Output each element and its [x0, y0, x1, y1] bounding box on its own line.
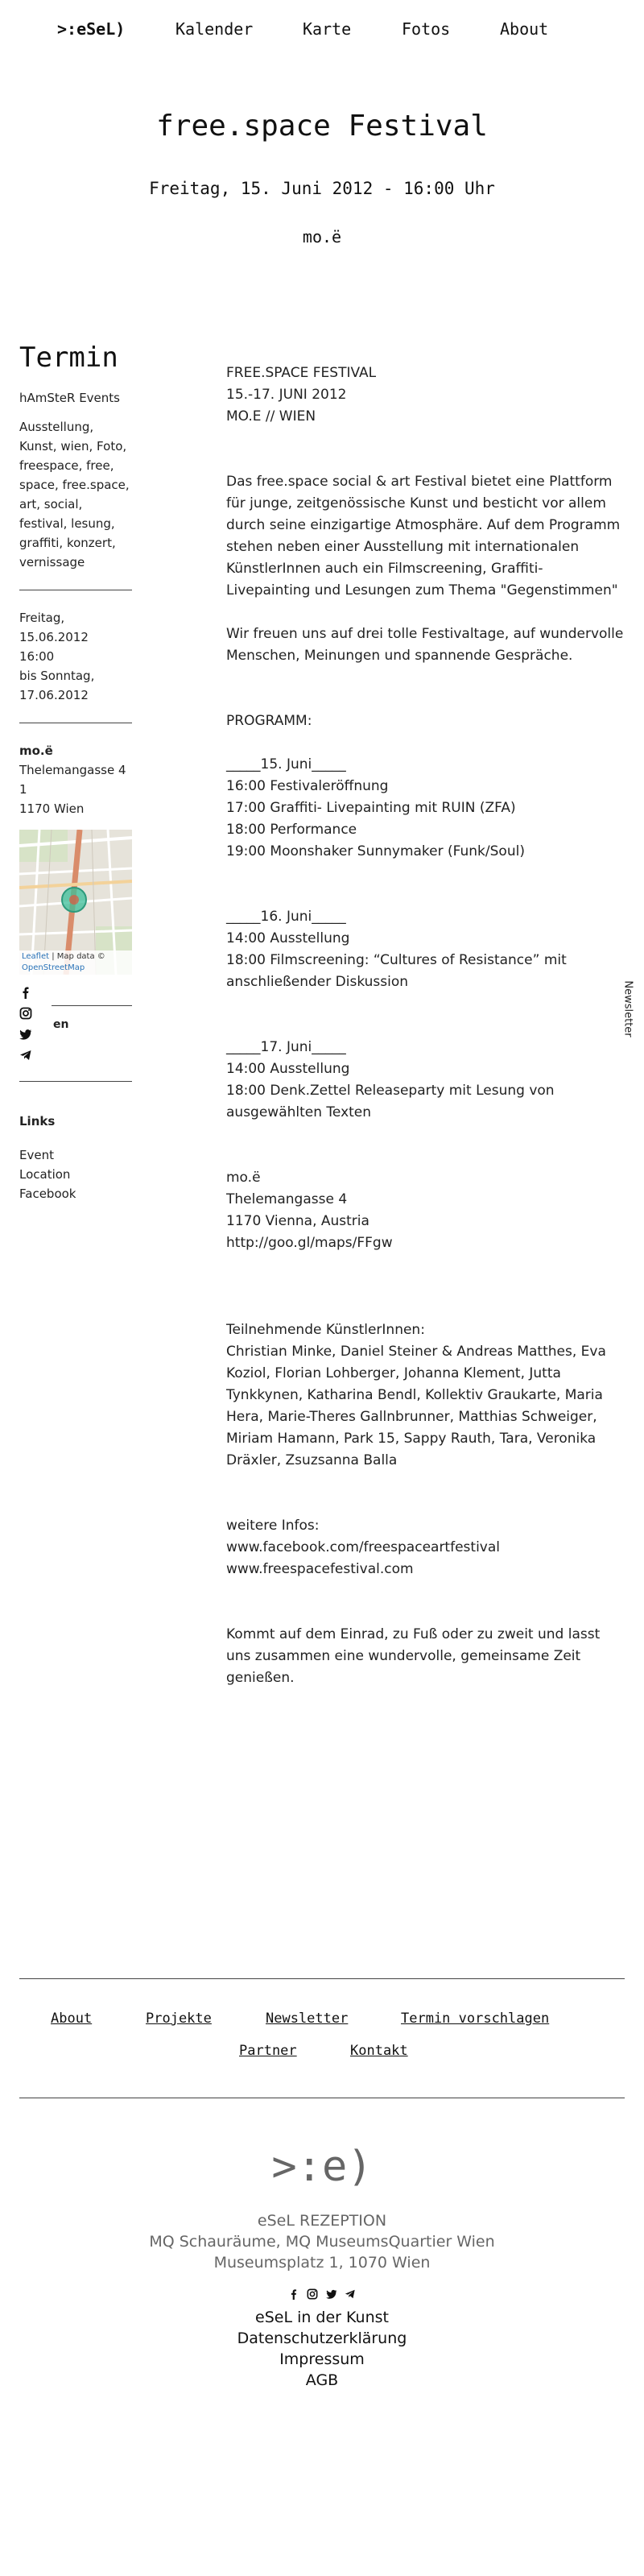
program-item: 19:00 Moonshaker Sunnymaker (Funk/Soul): [226, 843, 525, 859]
telegram-icon[interactable]: [19, 1049, 32, 1062]
address-line: 1170 Vienna, Austria: [226, 1213, 369, 1229]
address-block: [226, 1167, 625, 1254]
program-day-1: [226, 754, 625, 863]
welcome-paragraph: Wir freuen uns auf drei tolle Festivaltage, auf wundervolle Menschen, Meinungen und spannende Gespräche.: [226, 626, 628, 664]
telegram-icon[interactable]: [345, 2288, 356, 2299]
event-tags: Ausstellung, Kunst, wien, Foto, freespace, free, space, free.space, art, social, festival, lesung, graffiti, konzert, vernissage: [19, 420, 130, 569]
info-title: weitere Infos:: [226, 1518, 320, 1534]
organizer[interactable]: hAmSteR Events: [19, 391, 120, 405]
newsletter-tab-label: Newsletter: [621, 980, 634, 1037]
share-row: [19, 986, 132, 1107]
program-item: 16:00 Festivaleröffnung: [226, 778, 389, 794]
nav-item-fotos[interactable]: Fotos: [402, 19, 451, 39]
day-heading: _____17. Juni_____: [226, 1039, 346, 1055]
facebook-icon[interactable]: [19, 986, 32, 999]
twitter-icon[interactable]: [19, 1028, 32, 1041]
footer-link-kontakt[interactable]: Kontakt: [350, 2043, 408, 2059]
link-event[interactable]: Event: [19, 1148, 54, 1162]
footer-link-datenschutz[interactable]: Datenschutzerklärung: [237, 2330, 407, 2347]
event-title: free.space Festival: [156, 110, 488, 143]
date-start: Freitag, 15.06.2012: [19, 611, 89, 644]
nav-item-kalender[interactable]: Kalender: [175, 19, 254, 39]
event-time-range: [19, 608, 132, 705]
leaflet-link[interactable]: Leaflet: [22, 952, 50, 961]
footer-link-newsletter[interactable]: Newsletter: [266, 2011, 349, 2027]
footer-link-agb[interactable]: AGB: [305, 2371, 339, 2389]
venue-city: 1170 Wien: [19, 801, 85, 816]
footer-logo[interactable]: >:e): [271, 2143, 373, 2191]
address-line: mo.ë: [226, 1170, 261, 1186]
footer-org-name: eSeL REZEPTION: [257, 2212, 387, 2230]
twitter-icon[interactable]: [326, 2288, 337, 2299]
description-paragraph: Das free.space social & art Festival bietet eine Plattform für junge, zeitgenössische Kunst und besticht vor allem durch seine einzigartige Atmosphäre. Auf dem Programm stehen neben einer Ausstellung mit internationalen KünstlerInnen auch ein Filmscreening, Graffiti-Livepainting und Lesungen zum Thema "Gegenstimmen": [226, 474, 625, 598]
sidebar-heading: Termin: [19, 342, 118, 374]
info-block: [226, 1515, 625, 1580]
link-facebook[interactable]: Facebook: [19, 1187, 76, 1201]
venue-name[interactable]: mo.ë: [19, 743, 53, 758]
footer-link-esel-in-der-kunst[interactable]: eSeL in der Kunst: [255, 2309, 389, 2326]
venue-street: Thelemangasse 4: [19, 763, 126, 777]
footer-link-about[interactable]: About: [51, 2011, 93, 2027]
footer-link-termin-vorschlagen[interactable]: Termin vorschlagen: [401, 2011, 550, 2027]
time-start: 16:00: [19, 649, 55, 664]
artists-title: Teilnehmende KünstlerInnen:: [226, 1322, 425, 1338]
footer-link-impressum[interactable]: Impressum: [279, 2350, 365, 2368]
nav-item-karte[interactable]: Karte: [303, 19, 352, 39]
program-title: PROGRAMM:: [226, 713, 312, 729]
divider: [52, 1005, 132, 1006]
event-sidebar: [19, 338, 132, 1203]
footer-address: Museumsplatz 1, 1070 Wien: [213, 2254, 431, 2272]
event-date: Freitag, 15. Juni 2012 - 16:00 Uhr: [149, 179, 495, 198]
footer-link-partner[interactable]: Partner: [239, 2043, 297, 2059]
program-item: 18:00 Performance: [226, 822, 357, 838]
footer-link-projekte[interactable]: Projekte: [146, 2011, 212, 2027]
program-day-2: [226, 906, 625, 993]
program-item: 18:00 Denk.Zettel Releaseparty mit Lesung von ausgewählten Texten: [226, 1083, 559, 1120]
nav-item-about[interactable]: About: [500, 19, 549, 39]
intro-line: FREE.SPACE FESTIVAL: [226, 365, 377, 381]
links-heading: Links: [19, 1114, 56, 1129]
instagram-icon[interactable]: [307, 2288, 318, 2299]
event-venue: mo.ë: [302, 227, 342, 246]
footer-location: MQ Schauräume, MQ MuseumsQuartier Wien: [149, 2233, 495, 2251]
language-switch-en[interactable]: en: [53, 1018, 69, 1031]
map-url[interactable]: http://goo.gl/maps/FFgw: [226, 1235, 393, 1251]
date-end: 17.06.2012: [19, 688, 89, 702]
day-heading: _____15. Juni_____: [226, 756, 346, 772]
map-marker-icon[interactable]: [60, 886, 88, 913]
osm-link[interactable]: OpenStreetMap: [22, 963, 85, 972]
artists-block: [226, 1319, 625, 1472]
divider: [19, 1978, 625, 1979]
venue-number: 1: [19, 782, 27, 797]
info-link-facebook[interactable]: www.facebook.com/freespaceartfestival: [226, 1539, 500, 1555]
location-map[interactable]: [19, 830, 132, 975]
map-attribution-text: | Map data ©: [49, 952, 105, 961]
address-line: Thelemangasse 4: [226, 1191, 348, 1207]
links-list: [19, 1145, 132, 1203]
program-item: 14:00 Ausstellung: [226, 930, 350, 946]
intro-block: [226, 362, 625, 428]
artists-list: Christian Minke, Daniel Steiner & Andreas Matthes, Eva Koziol, Florian Lohberger, Johanna Klement, Jutta Tynkkynen, Katharina Bendl, Kollektiv Graukarte, Maria Hera, Marie-Theres Gallnbrunner, Matthias Schweiger, Miriam Hamann, Park 15, Sappy Rauth, Tara, Veronika Dräxler, Zsuzsanna Balla: [226, 1344, 611, 1468]
day-heading: _____16. Juni_____: [226, 909, 346, 925]
instagram-icon[interactable]: [19, 1007, 32, 1020]
closing-paragraph: Kommt auf dem Einrad, zu Fuß oder zu zweit und lasst uns zusammen eine wundervolle, gemeinsame Zeit genießen.: [226, 1626, 605, 1686]
program-item: 14:00 Ausstellung: [226, 1061, 350, 1077]
info-link-website[interactable]: www.freespacefestival.com: [226, 1561, 414, 1577]
intro-line: 15.-17. JUNI 2012: [226, 387, 347, 403]
newsletter-tab[interactable]: [620, 975, 636, 1047]
divider: [19, 1081, 132, 1082]
venue-address: [19, 741, 132, 818]
intro-line: MO.E // WIEN: [226, 408, 316, 425]
date-end-label: bis Sonntag,: [19, 669, 95, 683]
link-location[interactable]: Location: [19, 1167, 71, 1182]
facebook-icon[interactable]: [288, 2288, 299, 2299]
site-logo[interactable]: >:eSeL): [57, 19, 126, 39]
program-item: 17:00 Graffiti- Livepainting mit RUIN (ZFA): [226, 800, 516, 816]
program-item: 18:00 Filmscreening: “Cultures of Resistance” mit anschließender Diskussion: [226, 952, 572, 990]
top-navigation: [0, 0, 644, 58]
program-day-3: [226, 1037, 625, 1124]
map-attribution: [19, 950, 132, 975]
footer-social-links: [0, 2284, 644, 2300]
